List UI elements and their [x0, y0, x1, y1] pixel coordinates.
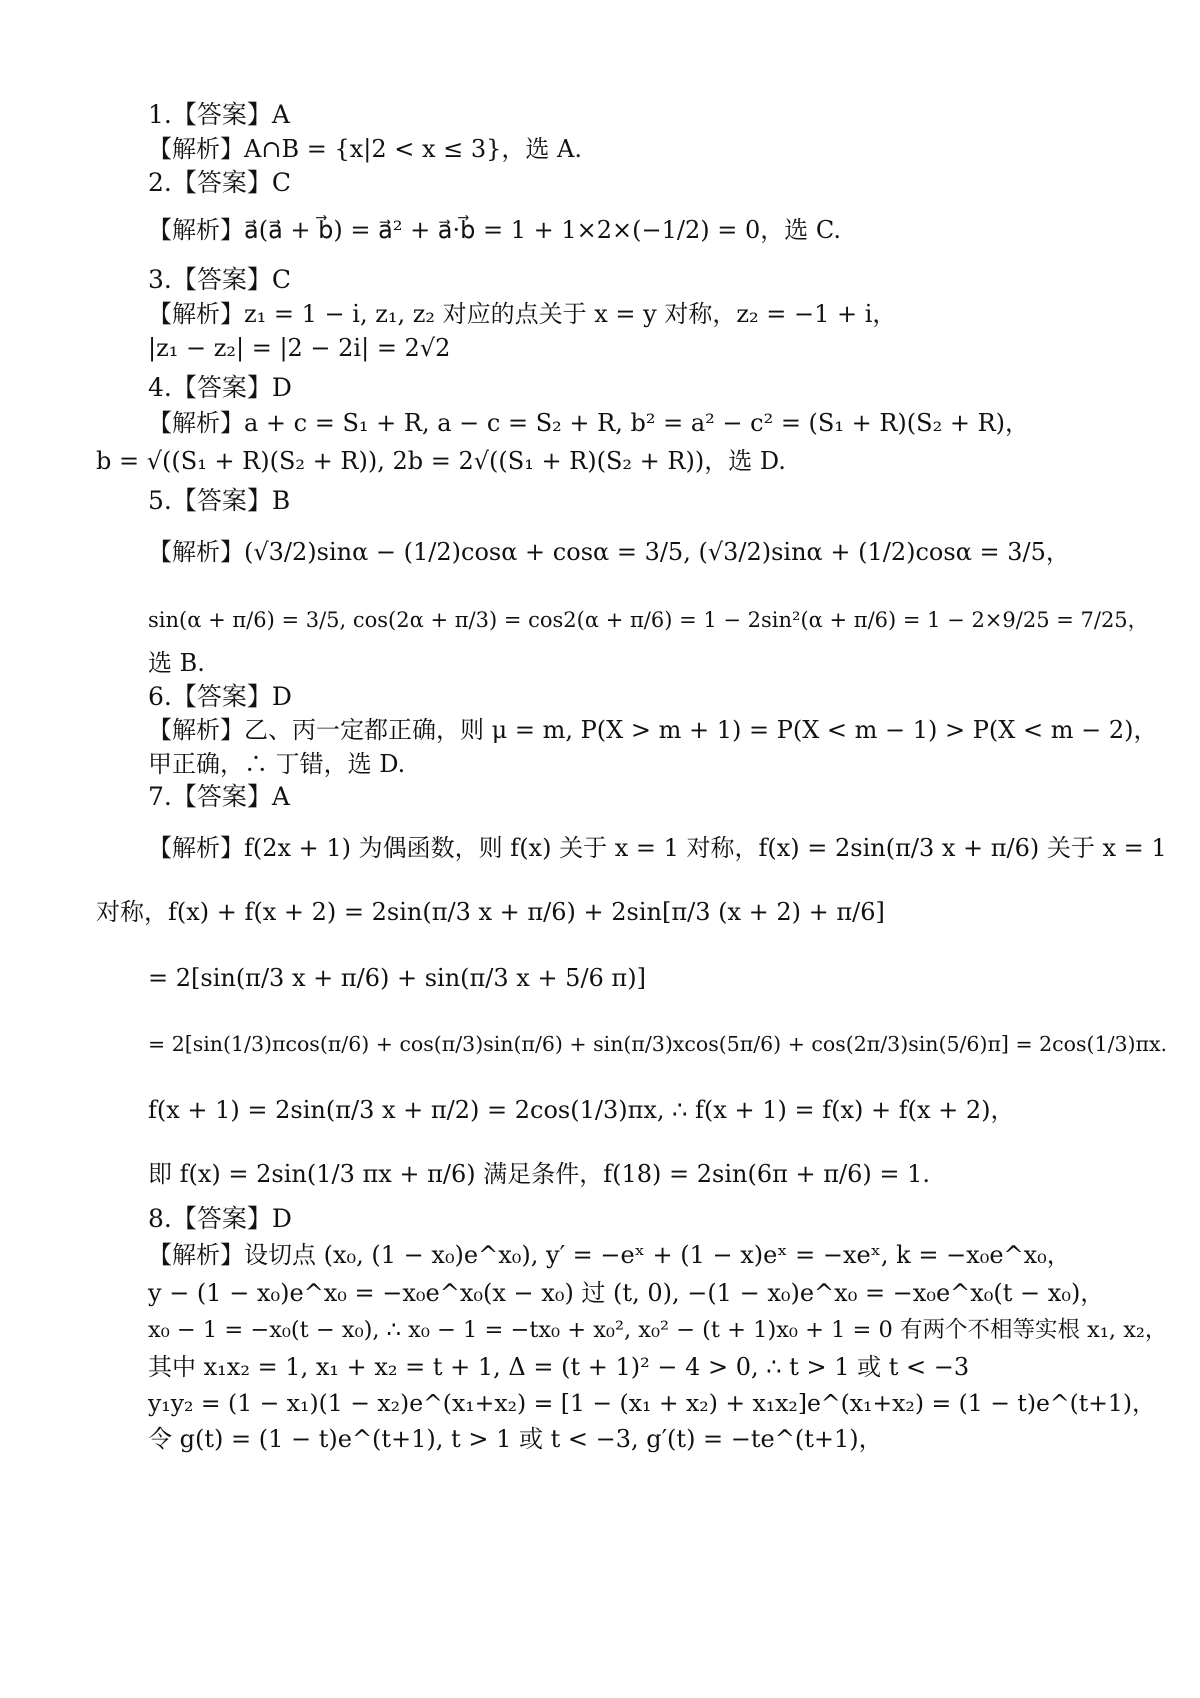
explanation-8-line-4: 其中 x₁x₂ = 1, x₁ + x₂ = t + 1, Δ = (t + 1)² − 4 > 0, ∴ t > 1 或 t < −3: [148, 1353, 970, 1381]
explanation-8-line-1: 【解析】设切点 (x₀, (1 − x₀)e^x₀), y′ = −eˣ + (1 − x)eˣ = −xeˣ, k = −x₀e^x₀，: [148, 1241, 1071, 1269]
explanation-8-line-3: x₀ − 1 = −x₀(t − x₀), ∴ x₀ − 1 = −tx₀ + x₀², x₀² − (t + 1)x₀ + 1 = 0 有两个不相等实根 x₁, x₂，: [148, 1317, 1168, 1343]
explanation-7-line-5: f(x + 1) = 2sin(π/3 x + π/2) = 2cos(1/3)πx, ∴ f(x + 1) = f(x) + f(x + 2)，: [148, 1096, 1015, 1124]
explanation-4-line-1: 【解析】a + c = S₁ + R, a − c = S₂ + R, b² = a² − c² = (S₁ + R)(S₂ + R)，: [148, 409, 1030, 437]
answer-2-heading: 2.【答案】C: [148, 168, 291, 197]
explanation-4-line-2: b = √((S₁ + R)(S₂ + R)), 2b = 2√((S₁ + R)(S₂ + R))，选 D.: [96, 447, 786, 475]
answer-6-heading: 6.【答案】D: [148, 682, 292, 711]
explanation-7-line-6: 即 f(x) = 2sin(1/3 πx + π/6) 满足条件，f(18) = 2sin(6π + π/6) = 1.: [148, 1160, 931, 1188]
explanation-5-line-3: 选 B.: [148, 649, 205, 677]
answer-4-heading: 4.【答案】D: [148, 373, 292, 402]
answer-5-heading: 5.【答案】B: [148, 486, 291, 515]
explanation-7-line-1: 【解析】f(2x + 1) 为偶函数，则 f(x) 关于 x = 1 对称，f(x) = 2sin(π/3 x + π/6) 关于 x = 1: [148, 834, 1167, 862]
explanation-8-line-6: 令 g(t) = (1 − t)e^(t+1), t > 1 或 t < −3, g′(t) = −te^(t+1)，: [148, 1425, 883, 1453]
explanation-5-line-1: 【解析】(√3/2)sinα − (1/2)cosα + cosα = 3/5, (√3/2)sinα + (1/2)cosα = 3/5，: [148, 538, 1070, 566]
explanation-2-line-1: 【解析】a⃗(a⃗ + b⃗) = a⃗² + a⃗·b⃗ = 1 + 1×2×(−1/2) = 0，选 C.: [148, 216, 841, 244]
answer-3-heading: 3.【答案】C: [148, 265, 291, 294]
answer-8-heading: 8.【答案】D: [148, 1204, 292, 1233]
explanation-8-line-2: y − (1 − x₀)e^x₀ = −x₀e^x₀(x − x₀) 过 (t, 0), −(1 − x₀)e^x₀ = −x₀e^x₀(t − x₀)，: [148, 1279, 1105, 1307]
explanation-1-line-1: 【解析】A∩B = {x|2 < x ≤ 3}，选 A.: [148, 135, 583, 163]
explanation-6-line-2: 甲正确，∴ 丁错，选 D.: [148, 750, 406, 778]
explanation-6-line-1: 【解析】乙、丙一定都正确，则 μ = m, P(X > m + 1) = P(X < m − 1) > P(X < m − 2)，: [148, 716, 1158, 744]
explanation-3-line-1: 【解析】z₁ = 1 − i, z₁, z₂ 对应的点关于 x = y 对称，z₂ = −1 + i，: [148, 300, 897, 328]
explanation-5-line-2: sin(α + π/6) = 3/5, cos(2α + π/3) = cos2(α + π/6) = 1 − 2sin²(α + π/6) = 1 − 2×9/25 = 7/25，: [148, 608, 1149, 632]
explanation-7-line-3: = 2[sin(π/3 x + π/6) + sin(π/3 x + 5/6 π)]: [148, 964, 646, 992]
answer-7-heading: 7.【答案】A: [148, 782, 290, 811]
explanation-3-line-2: |z₁ − z₂| = |2 − 2i| = 2√2: [148, 334, 451, 362]
answer-1-heading: 1.【答案】A: [148, 100, 290, 129]
explanation-8-line-5: y₁y₂ = (1 − x₁)(1 − x₂)e^(x₁+x₂) = [1 − (x₁ + x₂) + x₁x₂]e^(x₁+x₂) = (1 − t)e^(t+1)，: [148, 1389, 1156, 1417]
explanation-7-line-4: = 2[sin(1/3)πcos(π/6) + cos(π/3)sin(π/6) + sin(π/3)xcos(5π/6) + cos(2π/3)sin(5/6)π] = 2cos(1/3)πx.: [148, 1032, 1168, 1056]
explanation-7-line-2: 对称，f(x) + f(x + 2) = 2sin(π/3 x + π/6) + 2sin[π/3 (x + 2) + π/6]: [96, 898, 885, 926]
